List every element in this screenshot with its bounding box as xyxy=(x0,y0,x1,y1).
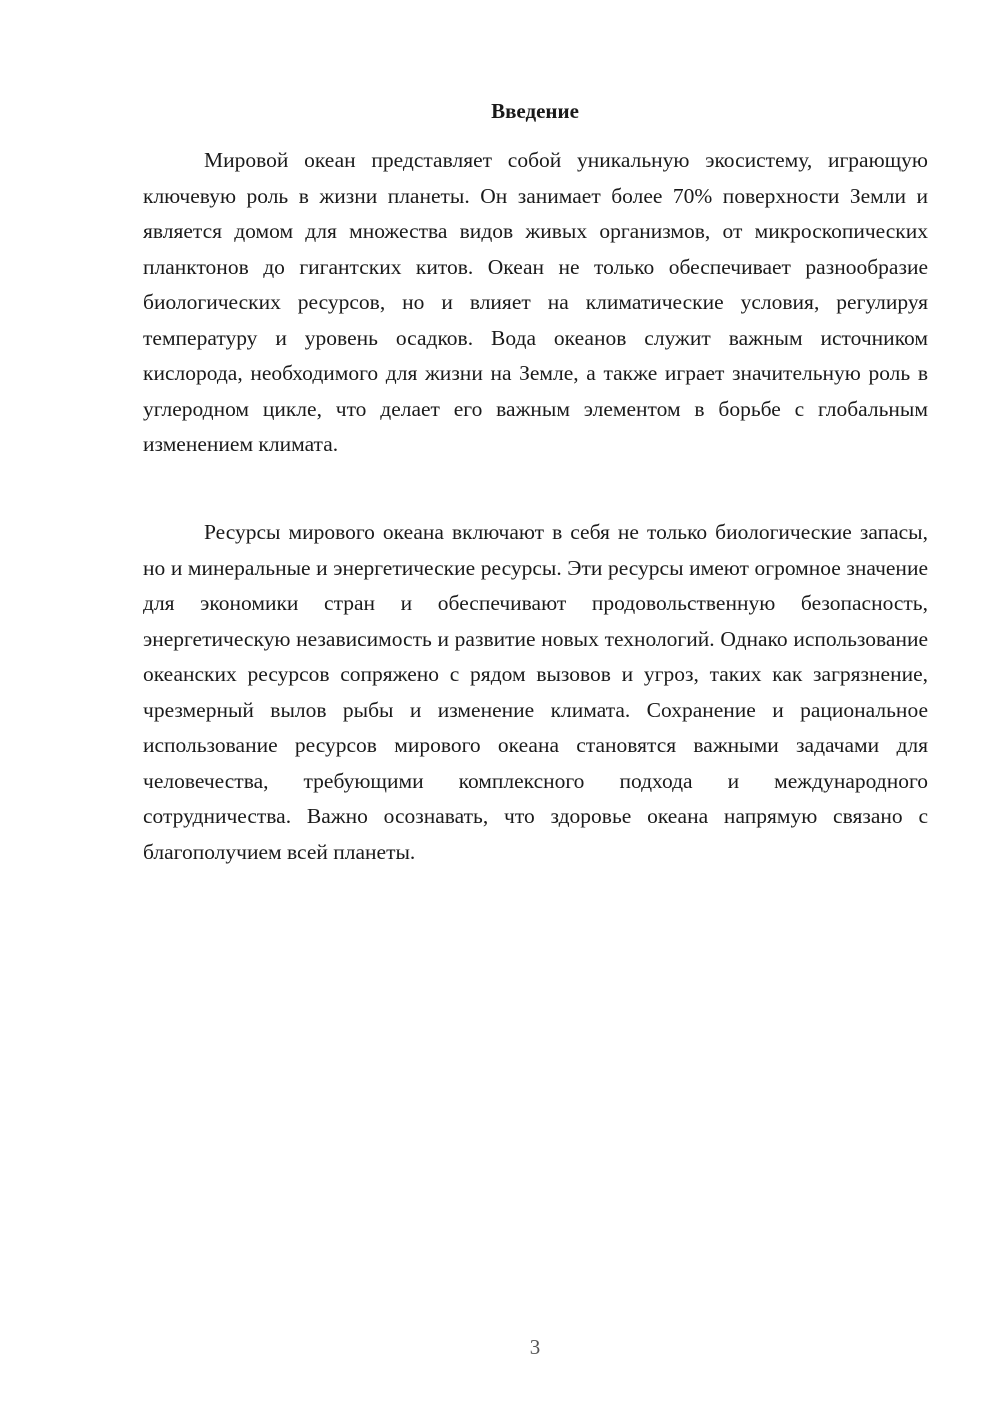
section-heading: Введение xyxy=(491,99,579,123)
paragraph-resources: Ресурсы мирового океана включают в себя не только биологические запасы, но и минеральные и энергетические ресурсы. Эти ресурсы имеют огромное значение для экономики стран и обеспечивают продовольственную безопасность, энергетическую независимость и развитие новых технологий. Однако использование океанских ресурсов сопряжено с рядом вызовов и угроз, таких как загрязнение, чрезмерный вылов рыбы и изменение климата. Сохранение и рациональное использование ресурсов мирового океана становятся важными задачами для человечества, требующими комплексного подхода и международного сотрудничества. Важно осознавать, что здоровье океана напрямую связано с благополучием всей планеты. xyxy=(143,520,928,864)
page-number: 3 xyxy=(529,1335,541,1359)
paragraph-intro: Мировой океан представляет собой уникальную экосистему, играющую ключевую роль в жизни планеты. Он занимает более 70% поверхности Земли и является домом для множества видов живых организмов, от микроскопических планктонов до гигантских китов. Океан не только обеспечивает разнообразие биологических ресурсов, но и влияет на климатические условия, регулируя температуру и уровень осадков. Вода океанов служит важным источником кислорода, необходимого для жизни на Земле, а также играет значительную роль в углеродном цикле, что делает его важным элементом в борьбе с глобальным изменением климата. xyxy=(143,148,928,456)
